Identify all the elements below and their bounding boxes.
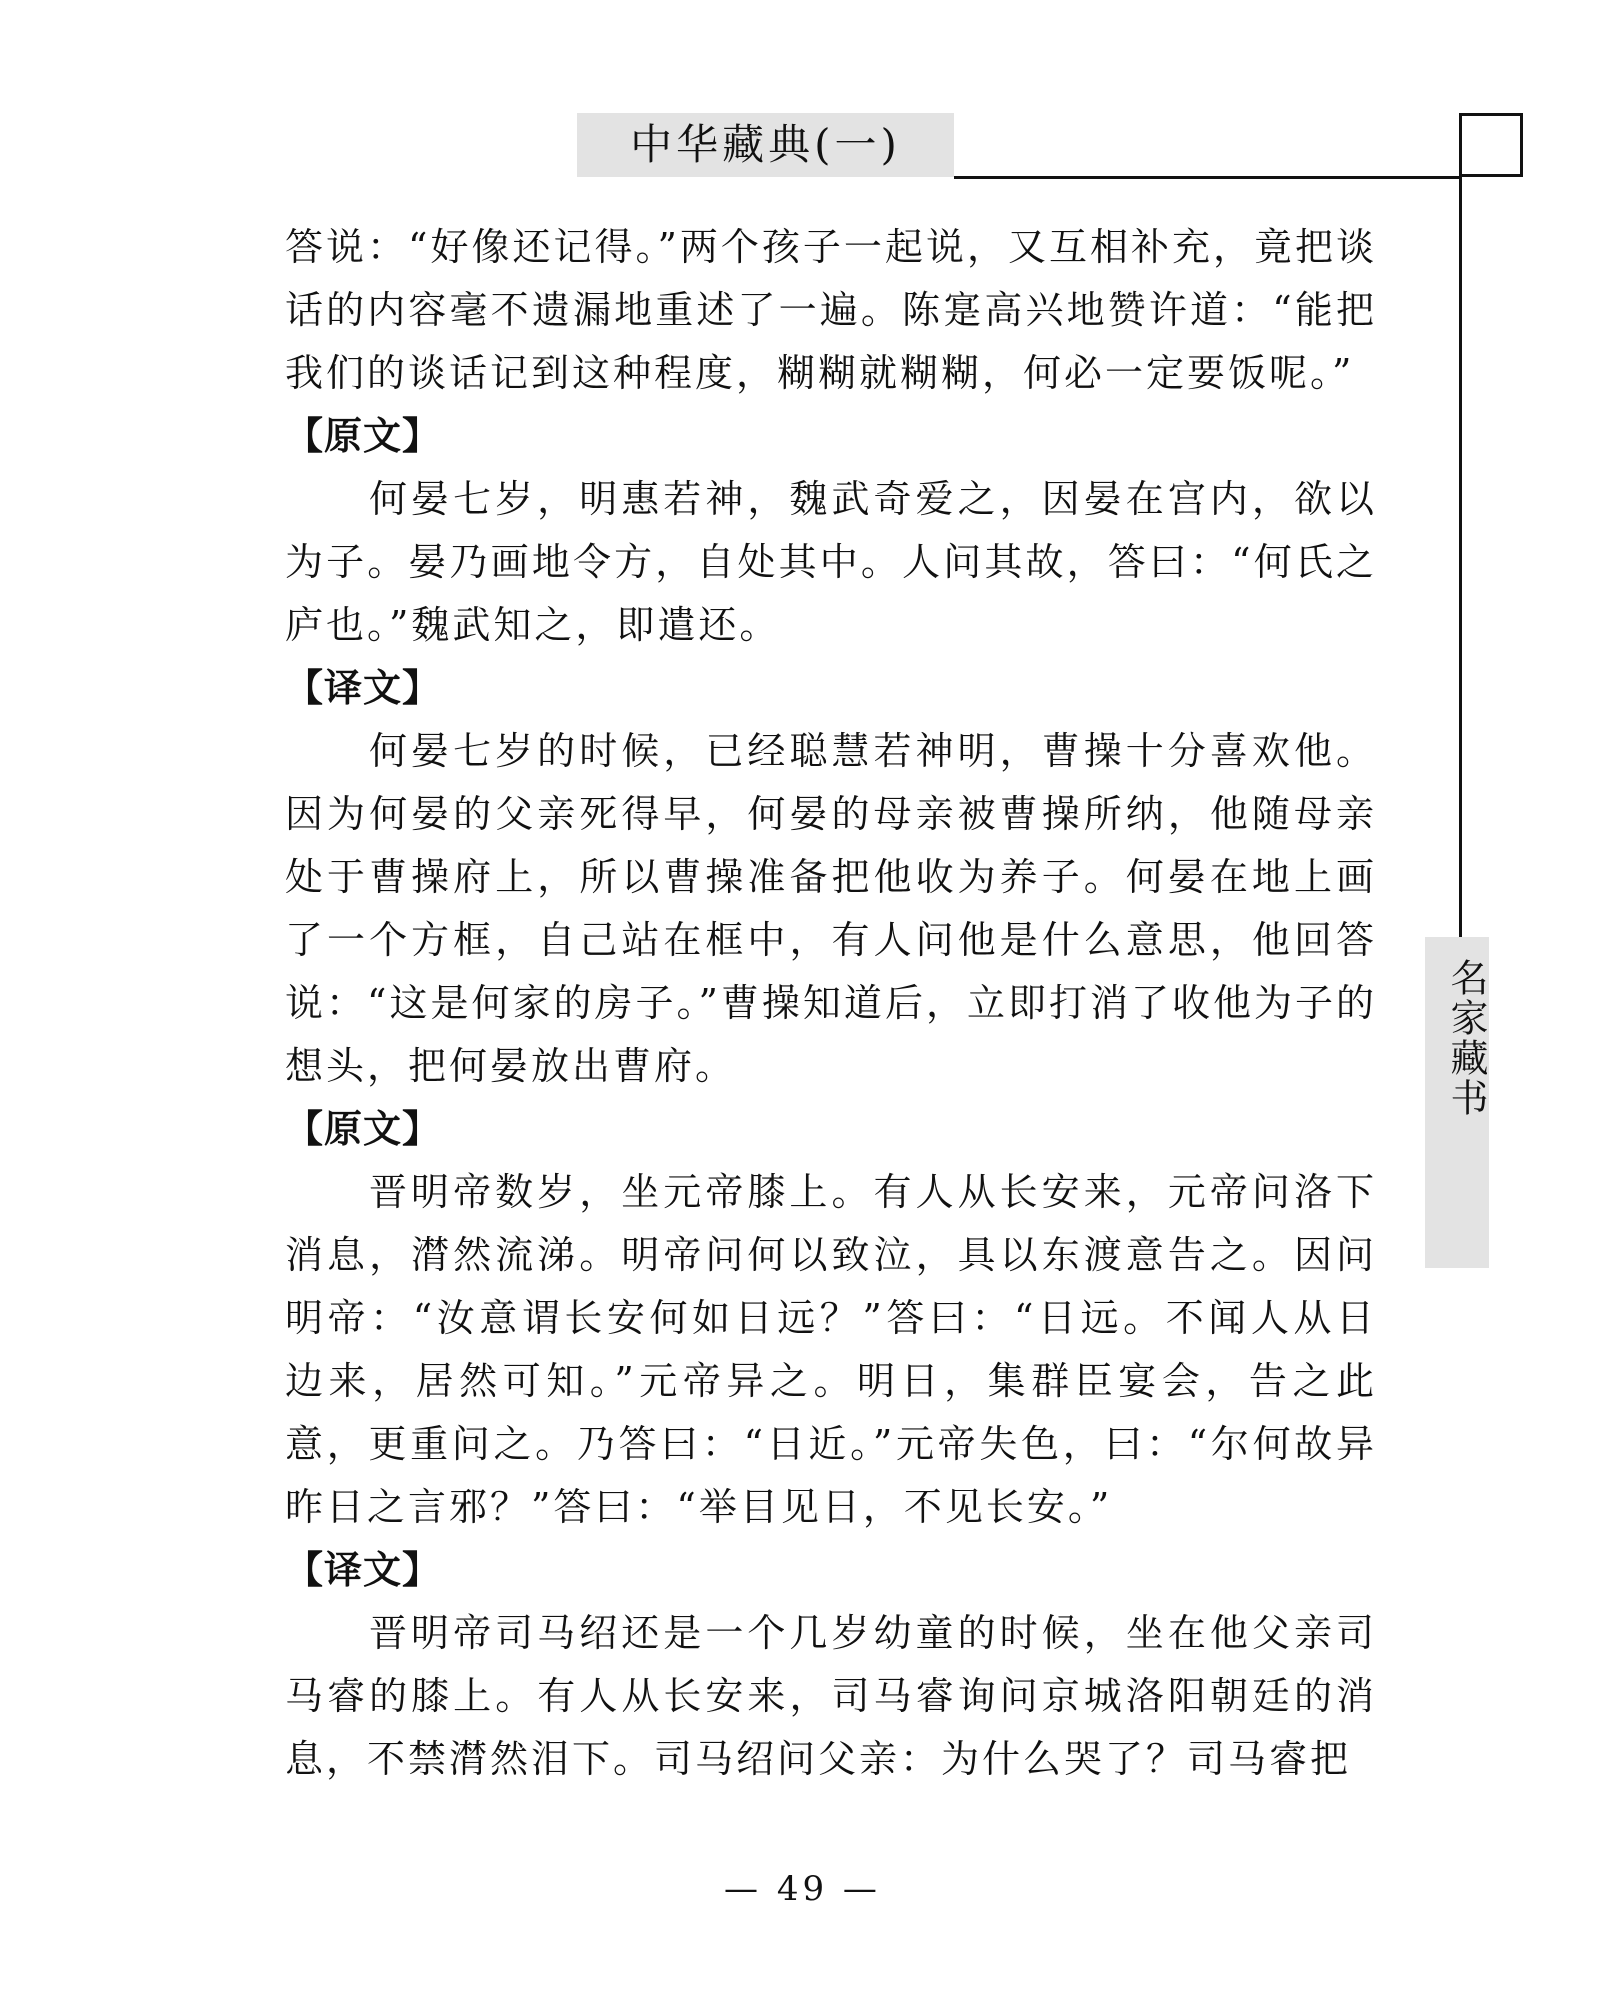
- corner-frame: [1459, 113, 1523, 177]
- body-paragraph: 何晏七岁，明惠若神，魏武奇爱之，因晏在宫内，欲以为子。晏乃画地令方，自处其中。人问其故，答曰：“何氏之庐也。”魏武知之，即遣还。: [285, 477, 1377, 647]
- body-paragraph: 晋明帝数岁，坐元帝膝上。有人从长安来，元帝问洛下消息，潸然流涕。明帝问何以致泣，具以东渡意告之。因问明帝：“汝意谓长安何如日远？”答曰：“日远。不闻人从日边来，居然可知。”元帝异之。明日，集群臣宴会，告之此意，更重问之。乃答曰：“日近。”元帝失色，曰：“尔何故异昨日之言邪？”答曰：“举目见日，不见长安。”: [285, 1170, 1377, 1529]
- header-rule: [954, 176, 1459, 179]
- body-paragraph: 晋明帝司马绍还是一个几岁幼童的时候，坐在他父亲司马睿的膝上。有人从长安来，司马睿询问京城洛阳朝廷的消息，不禁潸然泪下。司马绍问父亲：为什么哭了？司马睿把: [285, 1611, 1377, 1781]
- book-title: 中华藏典(一): [630, 120, 901, 169]
- section-heading: 【译文】: [285, 666, 442, 710]
- body-paragraph: 何晏七岁的时候，已经聪慧若神明，曹操十分喜欢他。因为何晏的父亲死得早，何晏的母亲被曹操所纳，他随母亲处于曹操府上，所以曹操准备把他收为养子。何晏在地上画了一个方框，自己站在框中，有人问他是什么意思，他回答说：“这是何家的房子。”曹操知道后，立即打消了收他为子的想头，把何晏放出曹府。: [285, 729, 1377, 1088]
- section-heading: 【译文】: [285, 1548, 442, 1592]
- section-heading: 【原文】: [285, 1107, 442, 1151]
- page-number: — 49 —: [724, 1869, 881, 1909]
- body-paragraph: 答说：“好像还记得。”两个孩子一起说，又互相补充，竟把谈话的内容毫不遗漏地重述了一遍。陈寔高兴地赞许道：“能把我们的谈话记到这种程度，糊糊就糊糊，何必一定要饭呢。”: [285, 225, 1377, 395]
- page-body: [285, 216, 1377, 1791]
- side-tab-label: 名家藏书: [1444, 958, 1488, 1118]
- section-heading: 【原文】: [285, 414, 442, 458]
- side-rule: [1459, 113, 1462, 938]
